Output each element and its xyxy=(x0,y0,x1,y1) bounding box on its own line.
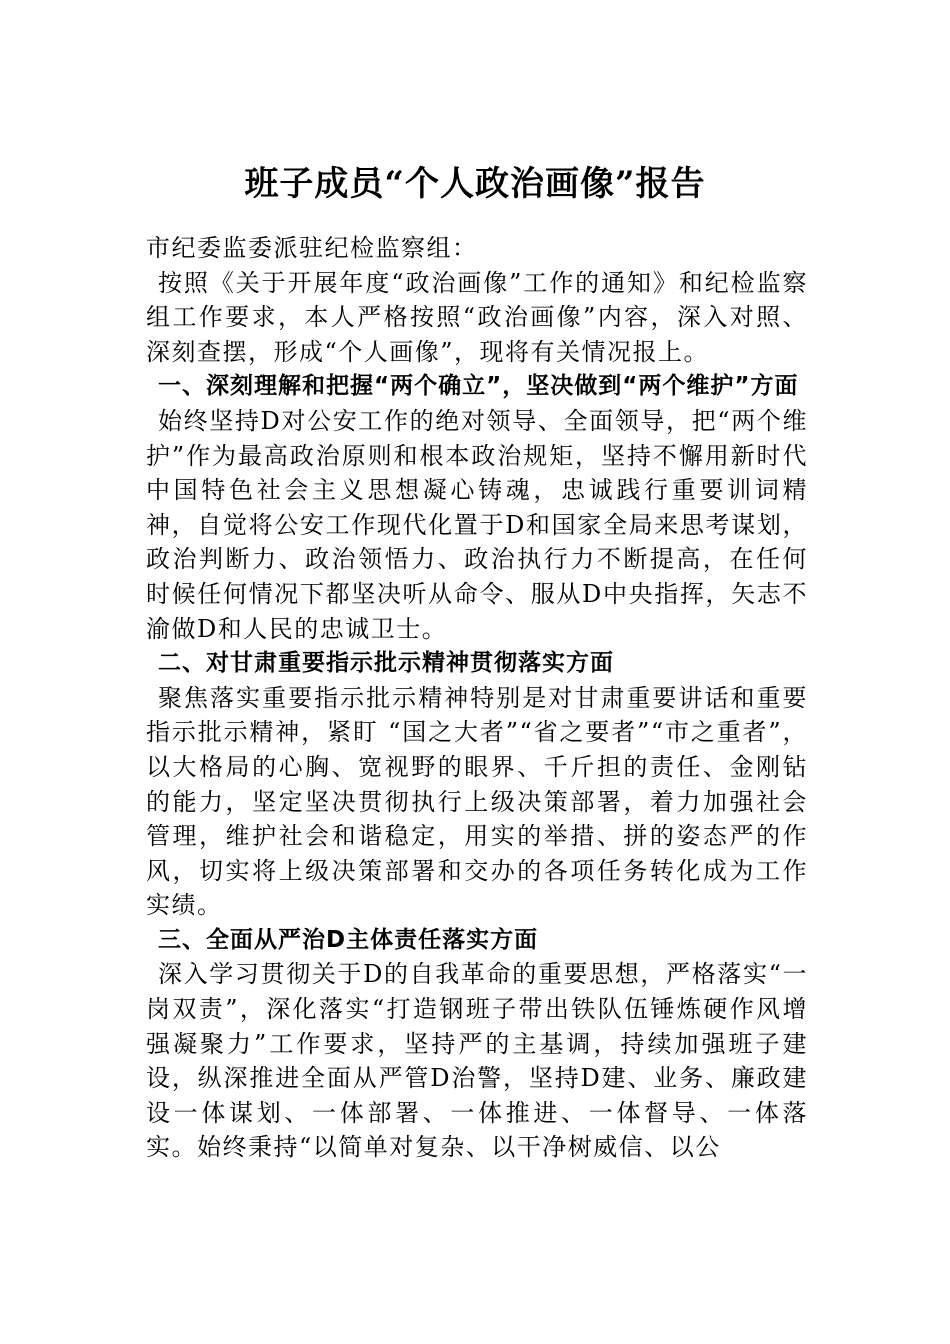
section-2-body: 聚焦落实重要指示批示精神特别是对甘肃重要讲话和重要指示批示精神，紧盯 “国之大者”“省之要者”“市之重者”，以大格局的心胸、宽视野的眼界、千斤担的责任、金刚钻的能力，坚定坚决贯彻执行上级决策部署，着力加强社会管理，维护社会和谐稳定，用实的举措、拼的姿态严的作风，切实将上级决策部署和交办的各项任务转化成为工作实绩。 xyxy=(146,683,808,920)
intro-paragraph: 按照《关于开展年度“政治画像”工作的通知》和纪检监察组工作要求，本人严格按照“政治画像”内容，深入对照、深刻查摆，形成“个人画像”，现将有关情况报上。 xyxy=(146,268,808,366)
document-body xyxy=(146,231,808,1165)
section-1-heading: 一、深刻理解和把握“两个确立”，坚决做到“两个维护”方面 xyxy=(158,373,799,400)
section-1-body: 始终坚持D对公安工作的绝对领导、全面领导，把“两个维护”作为最高政治原则和根本政治规矩，坚持不懈用新时代中国特色社会主义思想凝心铸魂，忠诚践行重要训词精神，自觉将公安工作现代化置于D和国家全局来思考谋划，政治判断力、政治领悟力、政治执行力不断提高，在任何时候任何情况下都坚决听从命令、服从D中央指挥，矢志不渝做D和人民的忠诚卫士。 xyxy=(146,406,808,643)
document-title: 班子成员“个人政治画像”报告 xyxy=(244,164,706,204)
section-3-heading: 三、全面从严治D主体责任落实方面 xyxy=(158,926,539,953)
section-3-body: 深入学习贯彻关于D的自我革命的重要思想，严格落实“一岗双责”，深化落实“打造钢班子带出铁队伍锤炼硬作风增强凝聚力”工作要求，坚持严的主基调，持续加强班子建设，纵深推进全面从严管D治警，坚持D建、业务、廉政建设一体谋划、一体部署、一体推进、一体督导、一体落实。始终秉持“以简单对复杂、以干净树威信、以公 xyxy=(146,960,808,1162)
salutation: 市纪委监委派驻纪检监察组： xyxy=(146,234,478,262)
section-2-heading: 二、对甘肃重要指示批示精神贯彻落实方面 xyxy=(158,650,614,677)
